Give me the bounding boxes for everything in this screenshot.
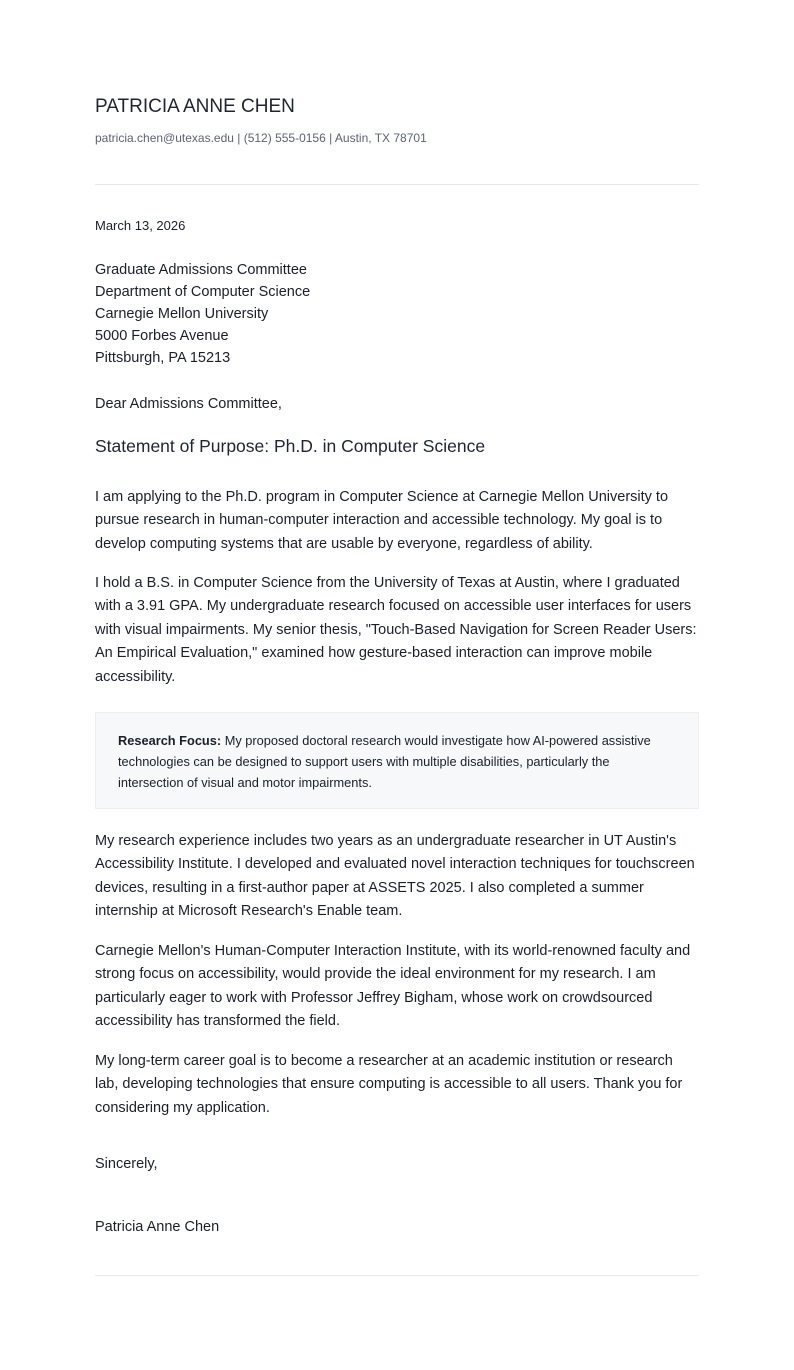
statement-title: Statement of Purpose: Ph.D. in Computer Science	[95, 436, 486, 456]
salutation: Dear Admissions Committee,	[95, 396, 282, 412]
recipient-line: Pittsburgh, PA 15213	[95, 350, 231, 366]
recipient-line: Department of Computer Science	[95, 284, 311, 300]
header-divider	[95, 184, 699, 185]
closing: Sincerely,	[95, 1156, 158, 1172]
recipient-address	[95, 259, 310, 369]
body-paragraph: I hold a B.S. in Computer Science from the University of Texas at Austin, where I graduated with a 3.91 GPA. My undergraduate research focused on accessible user interfaces for users with visual impairments. My senior thesis, "Touch-Based Navigation for Screen Reader Users: An Empirical Evaluation," examined how gesture-based interaction can improve mobile accessibility.	[95, 575, 697, 685]
recipient-line: Carnegie Mellon University	[95, 306, 269, 322]
signature-name: Patricia Anne Chen	[95, 1219, 220, 1235]
body-paragraph: My long-term career goal is to become a researcher at an academic institution or research lab, developing technologies that ensure computing is accessible to all users. Thank you for considering my application.	[95, 1053, 683, 1116]
body-paragraph: I am applying to the Ph.D. program in Computer Science at Carnegie Mellon University to pursue research in human-computer interaction and accessible technology. My goal is to develop computing systems that are usable by everyone, regardless of ability.	[95, 489, 669, 552]
research-focus-callout	[95, 712, 699, 809]
recipient-line: 5000 Forbes Avenue	[95, 328, 229, 344]
applicant-name: PATRICIA ANNE CHEN	[95, 96, 295, 117]
letter-date: March 13, 2026	[95, 218, 186, 233]
contact-info: patricia.chen@utexas.edu | (512) 555-0156 | Austin, TX 78701	[95, 131, 427, 145]
callout-label: Research Focus:	[118, 733, 222, 748]
footer-divider	[95, 1275, 699, 1276]
body-paragraph: My research experience includes two years as an undergraduate researcher in UT Austin's Accessibility Institute. I developed and evaluated novel interaction techniques for touchscreen devices, resulting in a first-author paper at ASSETS 2025. I also completed a summer internship at Microsoft Research's Enable team.	[95, 833, 695, 920]
callout-text: My proposed doctoral research would investigate how AI-powered assistive technologies can be designed to support users with multiple disabilities, particularly the intersection of visual and motor impairments.	[118, 733, 651, 790]
recipient-line: Graduate Admissions Committee	[95, 262, 307, 278]
body-paragraph: Carnegie Mellon's Human-Computer Interaction Institute, with its world-renowned faculty and strong focus on accessibility, would provide the ideal environment for my research. I am particularly eager to work with Professor Jeffrey Bigham, whose work on crowdsourced accessibility has transformed the field.	[95, 943, 691, 1030]
